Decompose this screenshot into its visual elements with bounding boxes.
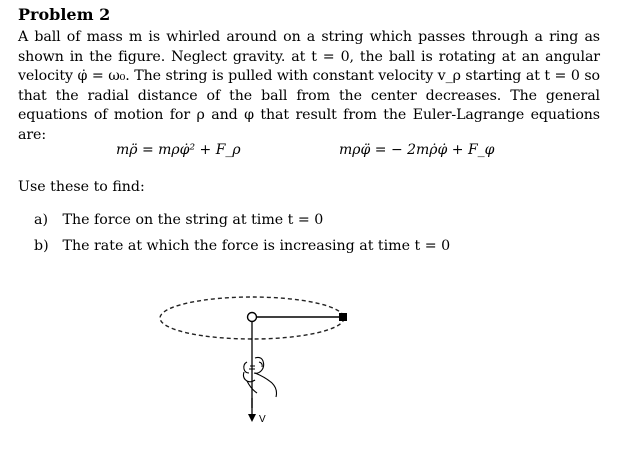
ring (248, 313, 257, 322)
question-item-b (34, 236, 450, 256)
question-text-b: The rate at which the force is increasing at time t = 0 (62, 238, 451, 254)
instruction-text: Use these to find: (18, 179, 145, 195)
problem-statement: A ball of mass m is whirled around on a string which passes through a ring as shown in the figure. Neglect gravity. at t = 0, the ball is rotating at an angular velocity φ̇ = ω₀. The string is pulled with constant velocity v_ρ starting at t = 0 so that the radial distance of the ball from the center decreases. The general equations of motion for ρ and φ that result from the Euler-Lagrange equations are: (18, 29, 600, 143)
question-label-a: a) (34, 212, 48, 228)
question-text-a: The force on the string at time t = 0 (62, 212, 324, 228)
problem-title: Problem 2 (18, 5, 111, 24)
question-label-b: b) (34, 238, 49, 254)
equation-phi: mρφ̈ = − 2mρ̇φ̇ + F_φ (339, 142, 495, 158)
hand-icon (243, 357, 276, 397)
equation-rho: mρ̈ = mρφ̇² + F_ρ (116, 142, 241, 158)
velocity-label: V (259, 414, 266, 425)
ball (339, 313, 347, 321)
equations-row (18, 142, 617, 164)
question-item-a (34, 210, 323, 230)
problem-block (18, 5, 600, 254)
velocity-arrow-head (248, 414, 256, 422)
ring-string-figure (155, 280, 380, 460)
